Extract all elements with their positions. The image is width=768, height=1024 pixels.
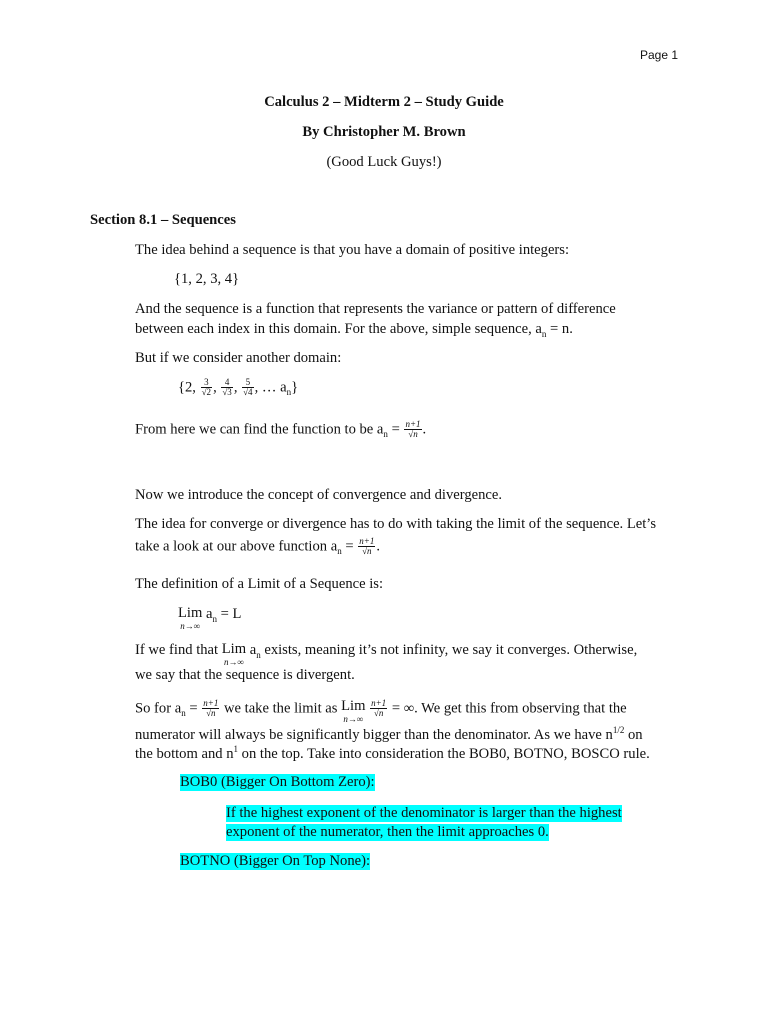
fraction: $\frac{4}{√3}$: [222, 377, 232, 398]
fraction: $\frac{n+1}{√n}$: [371, 698, 387, 719]
paragraph-8-line-1: If we find that Lim n→∞ $a_n$ exists, meaning it’s not infinity, we say it converges. Otherwise,: [135, 641, 638, 667]
bob0-heading: BOB0 (Bigger On Bottom Zero):: [180, 774, 375, 790]
paragraph-2-line-1: And the sequence is a function that represents the variance or pattern of difference: [135, 301, 616, 317]
document-title: Calculus 2 – Midterm 2 – Study Guide: [264, 94, 504, 110]
document-subtitle: (Good Luck Guys!): [326, 154, 442, 170]
fraction: $\frac{5}{√4}$: [243, 377, 253, 398]
paragraph-3: But if we consider another domain:: [135, 350, 342, 366]
paragraph-9-line-1: So for $a_n$ = $\frac{n+1}{√n}$ we take the limit as Lim n→∞ $\frac{n+1}{√n}$ = ∞. We get this from observing that the: [135, 698, 627, 724]
paragraph-5: Now we introduce the concept of convergence and divergence.: [135, 487, 502, 503]
page-number: Page 1: [640, 48, 679, 62]
section-heading: Section 8.1 – Sequences: [90, 212, 236, 228]
paragraph-9-line-2: numerator will always be significantly bigger than the denominator. As we have $n^{1/2}$ on: [135, 725, 643, 743]
paragraph-6-line-1: The idea for converge or divergence has to do with taking the limit of the sequence. Let’s: [135, 516, 657, 532]
fraction: $\frac{3}{√2}$: [201, 377, 212, 398]
paragraph-6-line-2: take a look at our above function $a_n$ = $\frac{n+1}{√n}$ .: [135, 536, 380, 557]
paragraph-4: From here we can find the function to be $a_n$ = $\frac{n+1}{√n}$ .: [135, 419, 427, 440]
limit-definition: Lim n→∞ $a_n = L$: [178, 605, 242, 631]
paragraph-2-line-2: between each index in this domain. For the above, simple sequence, $a_n = n$.: [135, 321, 573, 339]
paragraph-9-line-3: the bottom and $n^1$ on the top. Take into consideration the BOB0, BOTNO, BOSCO rule.: [135, 744, 650, 762]
fraction: $\frac{n+1}{√n}$: [405, 419, 421, 440]
fraction: $\frac{n+1}{√n}$: [203, 698, 219, 719]
document-author: By Christopher M. Brown: [302, 124, 466, 140]
bob0-text-line-2: exponent of the numerator, then the limit approaches 0.: [226, 824, 549, 840]
domain-set-2: {2, $\frac{3}{√2}$ , $\frac{4}{√3}$ , $\frac{5}{√4}$ , … $a_n$}: [178, 377, 299, 398]
paragraph-1: The idea behind a sequence is that you have a domain of positive integers:: [135, 242, 570, 258]
paragraph-8-line-2: we say that the sequence is divergent.: [135, 667, 355, 683]
paragraph-7: The definition of a Limit of a Sequence is:: [135, 576, 384, 592]
fraction: $\frac{n+1}{√n}$: [359, 536, 375, 557]
bob0-text-line-1: If the highest exponent of the denominator is larger than the highest: [226, 805, 622, 821]
domain-set-1: {1, 2, 3, 4}: [174, 271, 240, 287]
botno-heading: BOTNO (Bigger On Top None):: [180, 853, 371, 869]
